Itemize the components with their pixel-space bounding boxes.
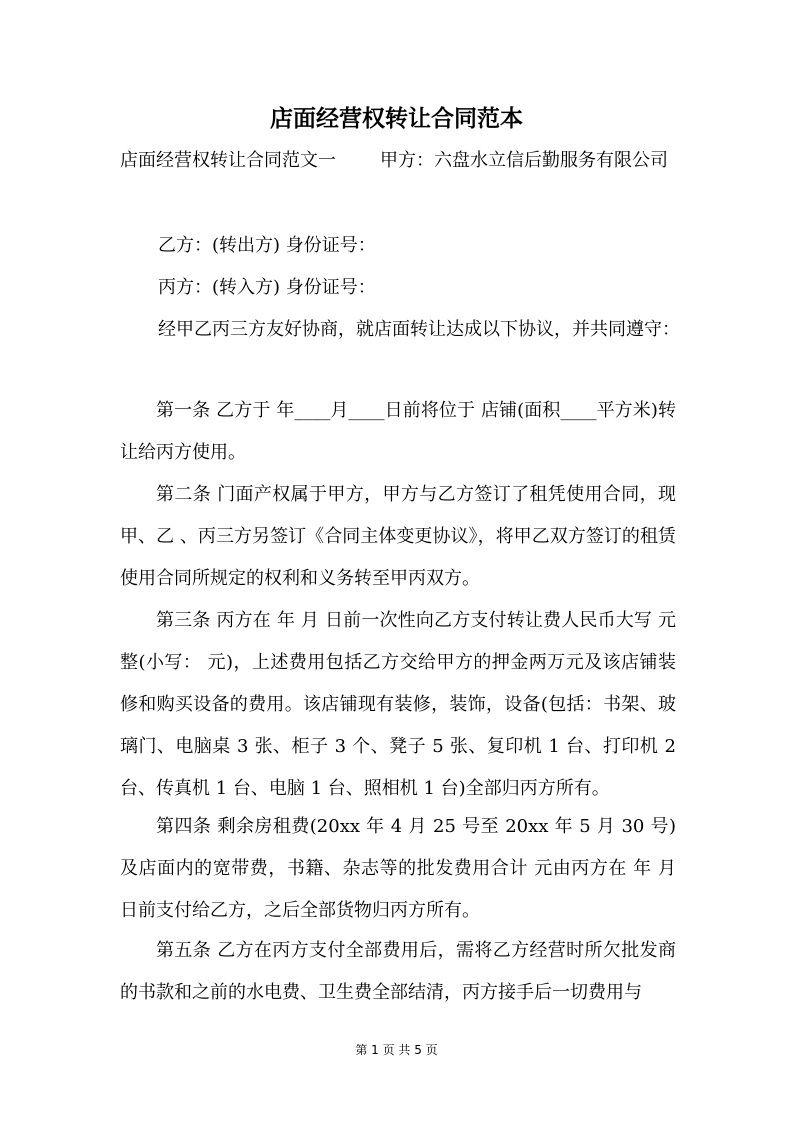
clause-1: 第一条 乙方于 年____月____日前将位于 店铺(面积____平方米)转让给丙方使用。 [120,400,676,463]
clause-2: 第二条 门面产权属于甲方，甲方与乙方签订了租凭使用合同，现甲、乙 、丙三方另签订《合同主体变更协议》，将甲乙双方签订的租赁使用合同所规定的权利和义务转至甲丙双方。 [120,484,676,589]
subtitle-left: 店面经营权转让合同范文一 [120,150,336,171]
clause-5: 第五条 乙方在丙方支付全部费用后，需将乙方经营时所欠批发商的书款和之前的水电费、卫生费全部结清，丙方接手后一切费用与 [120,940,676,1003]
party-c: 丙方：(转入方) 身份证号： [158,277,376,298]
clause-4: 第四条 剩余房租费(20xx 年 4 月 25 号至 20xx 年 5 月 30 号)及店面内的宽带费，书籍、杂志等的批发费用合计 元由丙方在 年 月 日前支付给乙方，之后全部货物归丙方所有。 [120,816,676,921]
clause-3: 第三条 丙方在 年 月 日前一次性向乙方支付转让费人民币大写 元整(小写： 元)，上述费用包括乙方交给甲方的押金两万元及该店铺装修和购买设备的费用。该店铺现有装修，装饰，设备(包括：书架、玻璃门、电脑桌 3 张、柜子 3 个、凳子 5 张、复印机 1 台、打印机 2 台、传真机 1 台、电脑 1 台、照相机 1 台)全部归丙方所有。 [120,610,676,799]
party-b: 乙方：(转出方) 身份证号： [158,235,376,256]
subtitle-line [120,146,680,172]
page-title: 店面经营权转让合同范本 [270,106,523,132]
preamble: 经甲乙丙三方友好协商，就店面转让达成以下协议，并共同遵守： [158,319,680,340]
page-number: 第 1 页 共 5 页 [355,1043,438,1057]
party-a: 甲方：六盘水立信后勤服务有限公司 [380,150,668,171]
